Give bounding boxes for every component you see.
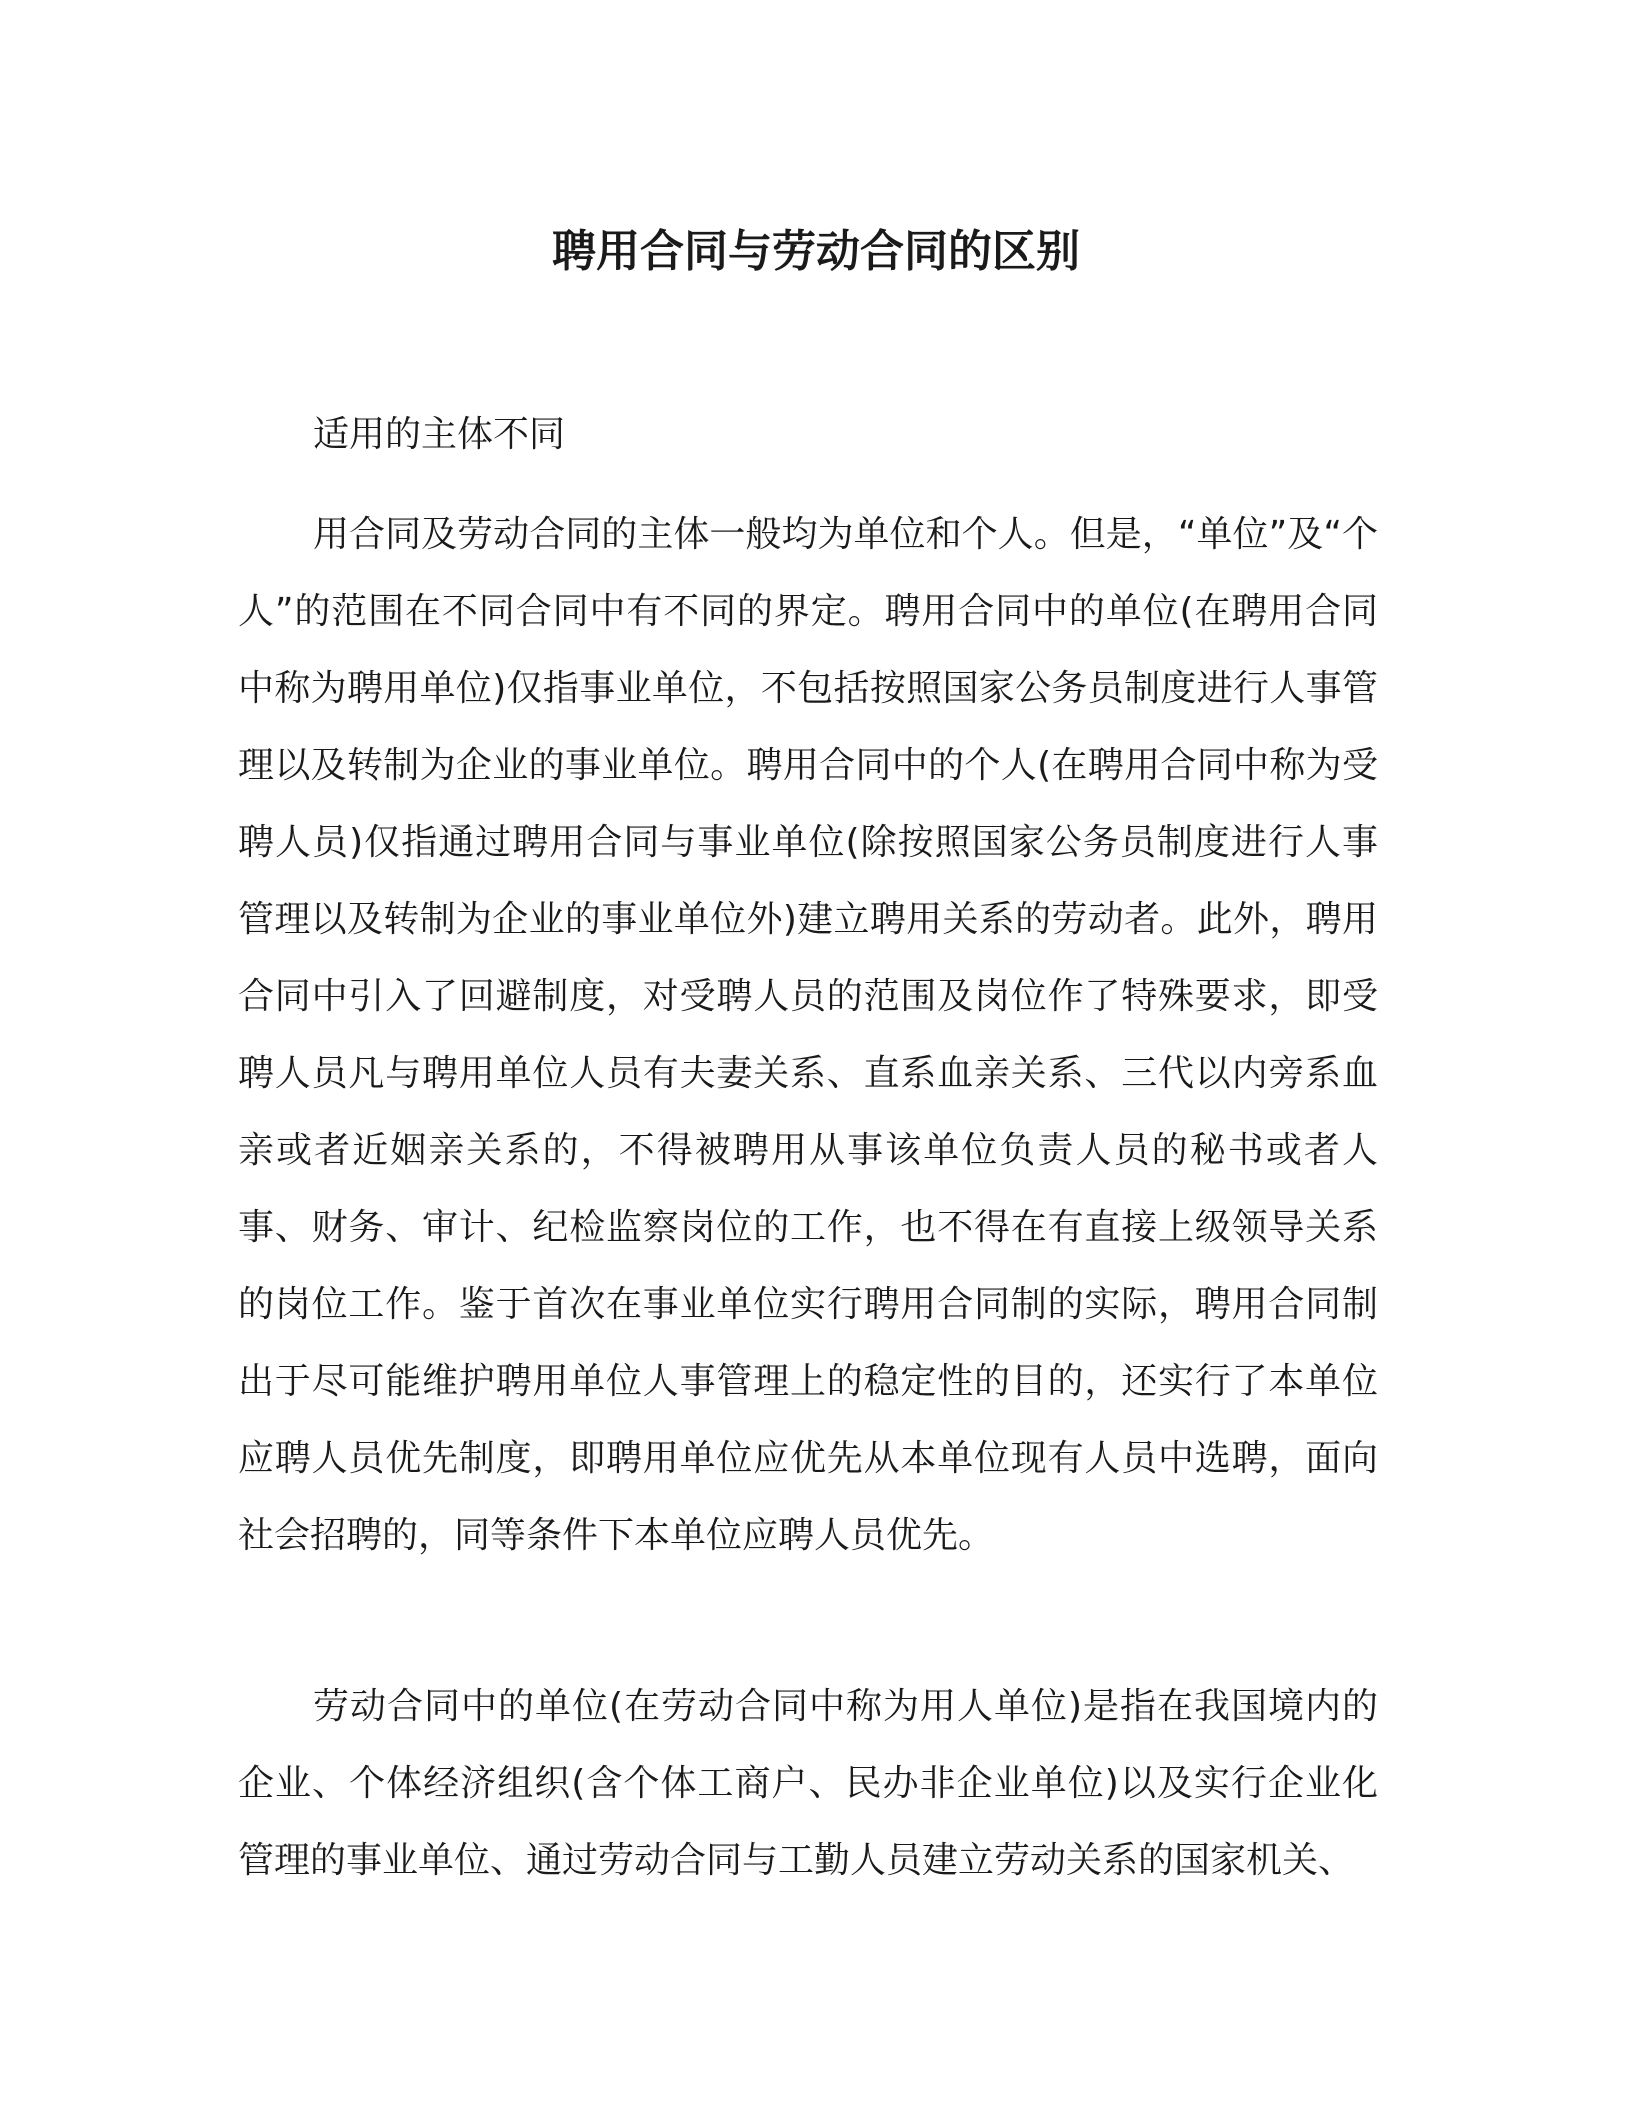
document-title: 聘用合同与劳动合同的区别: [552, 226, 1080, 277]
body-paragraph-2: 劳动合同中的单位(在劳动合同中称为用人单位)是指在我国境内的企业、个体经济组织(含个体工商户、民办非企业单位)以及实行企业化管理的事业单位、通过劳动合同与工勤人员建立劳动关系的国家机关、: [238, 1686, 1378, 1881]
body-paragraph-1: 用合同及劳动合同的主体一般均为单位和个人。但是，“单位”及“个人”的范围在不同合同中有不同的界定。聘用合同中的单位(在聘用合同中称为聘用单位)仅指事业单位，不包括按照国家公务员制度进行人事管理以及转制为企业的事业单位。聘用合同中的个人(在聘用合同中称为受聘人员)仅指通过聘用合同与事业单位(除按照国家公务员制度进行人事管理以及转制为企业的事业单位外)建立聘用关系的劳动者。此外，聘用合同中引入了回避制度，对受聘人员的范围及岗位作了特殊要求，即受聘人员凡与聘用单位人员有夫妻关系、直系血亲关系、三代以内旁系血亲或者近姻亲关系的，不得被聘用从事该单位负责人员的秘书或者人事、财务、审计、纪检监察岗位的工作，也不得在有直接上级领导关系的岗位工作。鉴于首次在事业单位实行聘用合同制的实际，聘用合同制出于尽可能维护聘用单位人事管理上的稳定性的目的，还实行了本单位应聘人员优先制度，即聘用单位应优先从本单位现有人员中选聘，面向社会招聘的，同等条件下本单位应聘人员优先。: [238, 514, 1378, 1556]
section-heading: 适用的主体不同: [313, 414, 566, 455]
